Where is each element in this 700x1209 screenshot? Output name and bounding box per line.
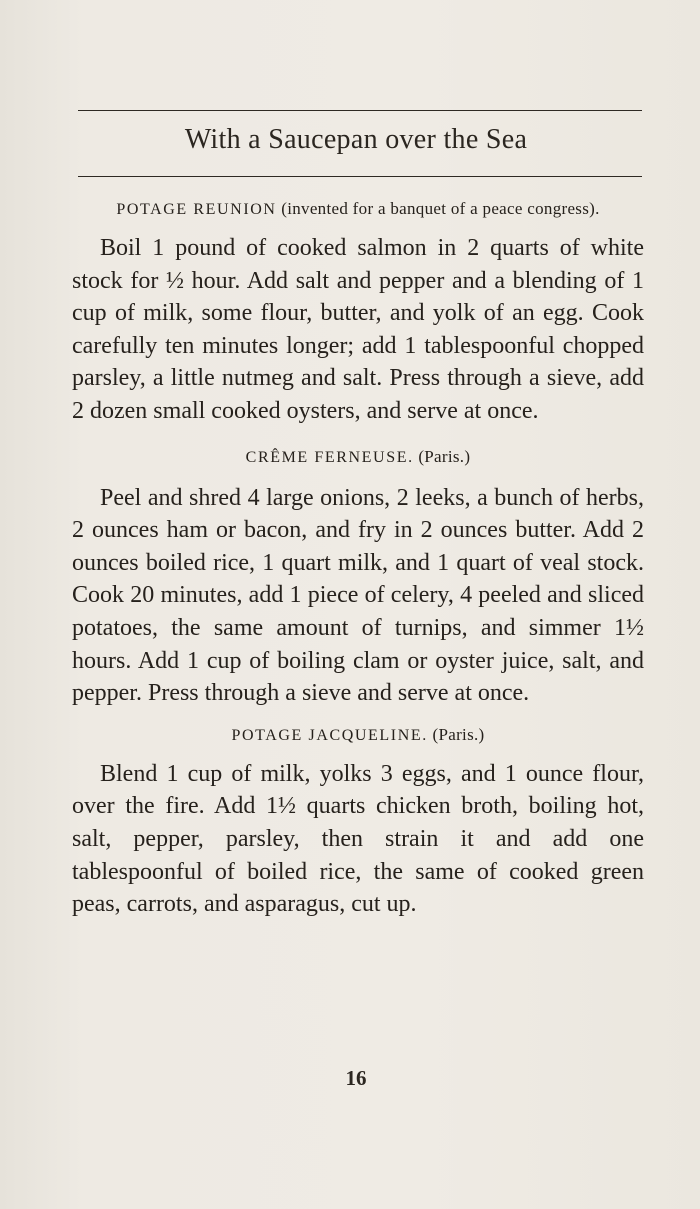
page-number: 16 [345, 1066, 367, 1090]
recipe-heading [72, 196, 644, 222]
recipe-text: Blend 1 cup of milk, yolks 3 eggs, and 1 ounce flour, over the fire. Add 1½ quarts chicken broth, boiling hot, salt, pepper, parsley, then strain it and add one tablespoonful of boiled rice, the same of cooked green peas, carrots, and asparagus, cut up. [72, 760, 644, 918]
header-rule-bottom [78, 176, 642, 177]
recipe-body [72, 758, 644, 921]
recipe-text: Boil 1 pound of cooked salmon in 2 quarts of white stock for ½ hour. Add salt and pepper and a blending of 1 cup of milk, some flour, butter, and yolk of an egg. Cook carefully ten minutes longer; add 1 tablespoonful chopped parsley, a little nutmeg and salt. Press through a sieve, add 2 dozen small cooked oysters, and serve at once. [72, 235, 644, 424]
recipe-title: POTAGE JACQUELINE. [231, 726, 428, 744]
recipe-note: (Paris.) [432, 724, 485, 744]
recipe-title: POTAGE REUNION [116, 201, 277, 218]
recipe-heading [72, 722, 644, 748]
recipe-body [72, 482, 644, 710]
recipe-body [72, 232, 644, 428]
recipe-note: (invented for a banquet of a peace congress). [281, 199, 600, 218]
recipe-heading [72, 444, 644, 470]
recipe-note: (Paris.) [418, 446, 471, 466]
recipe-text: Peel and shred 4 large onions, 2 leeks, a bunch of herbs, 2 ounces ham or bacon, and fry in 2 ounces butter. Add 2 ounces boiled rice, 1 quart milk, and 1 quart of veal stock. Cook 20 minutes, add 1 piece of celery, 4 peeled and sliced potatoes, the same amount of turnips, and simmer 1½ hours. Add 1 cup of boiling clam or oyster juice, salt, and pepper. Press through a sieve and serve at once. [72, 484, 644, 707]
page-content [72, 196, 644, 921]
header-rule-top [78, 110, 642, 111]
recipe-title: CRÊME FERNEUSE. [245, 448, 414, 466]
running-head: With a Saucepan over the Sea [184, 124, 528, 155]
